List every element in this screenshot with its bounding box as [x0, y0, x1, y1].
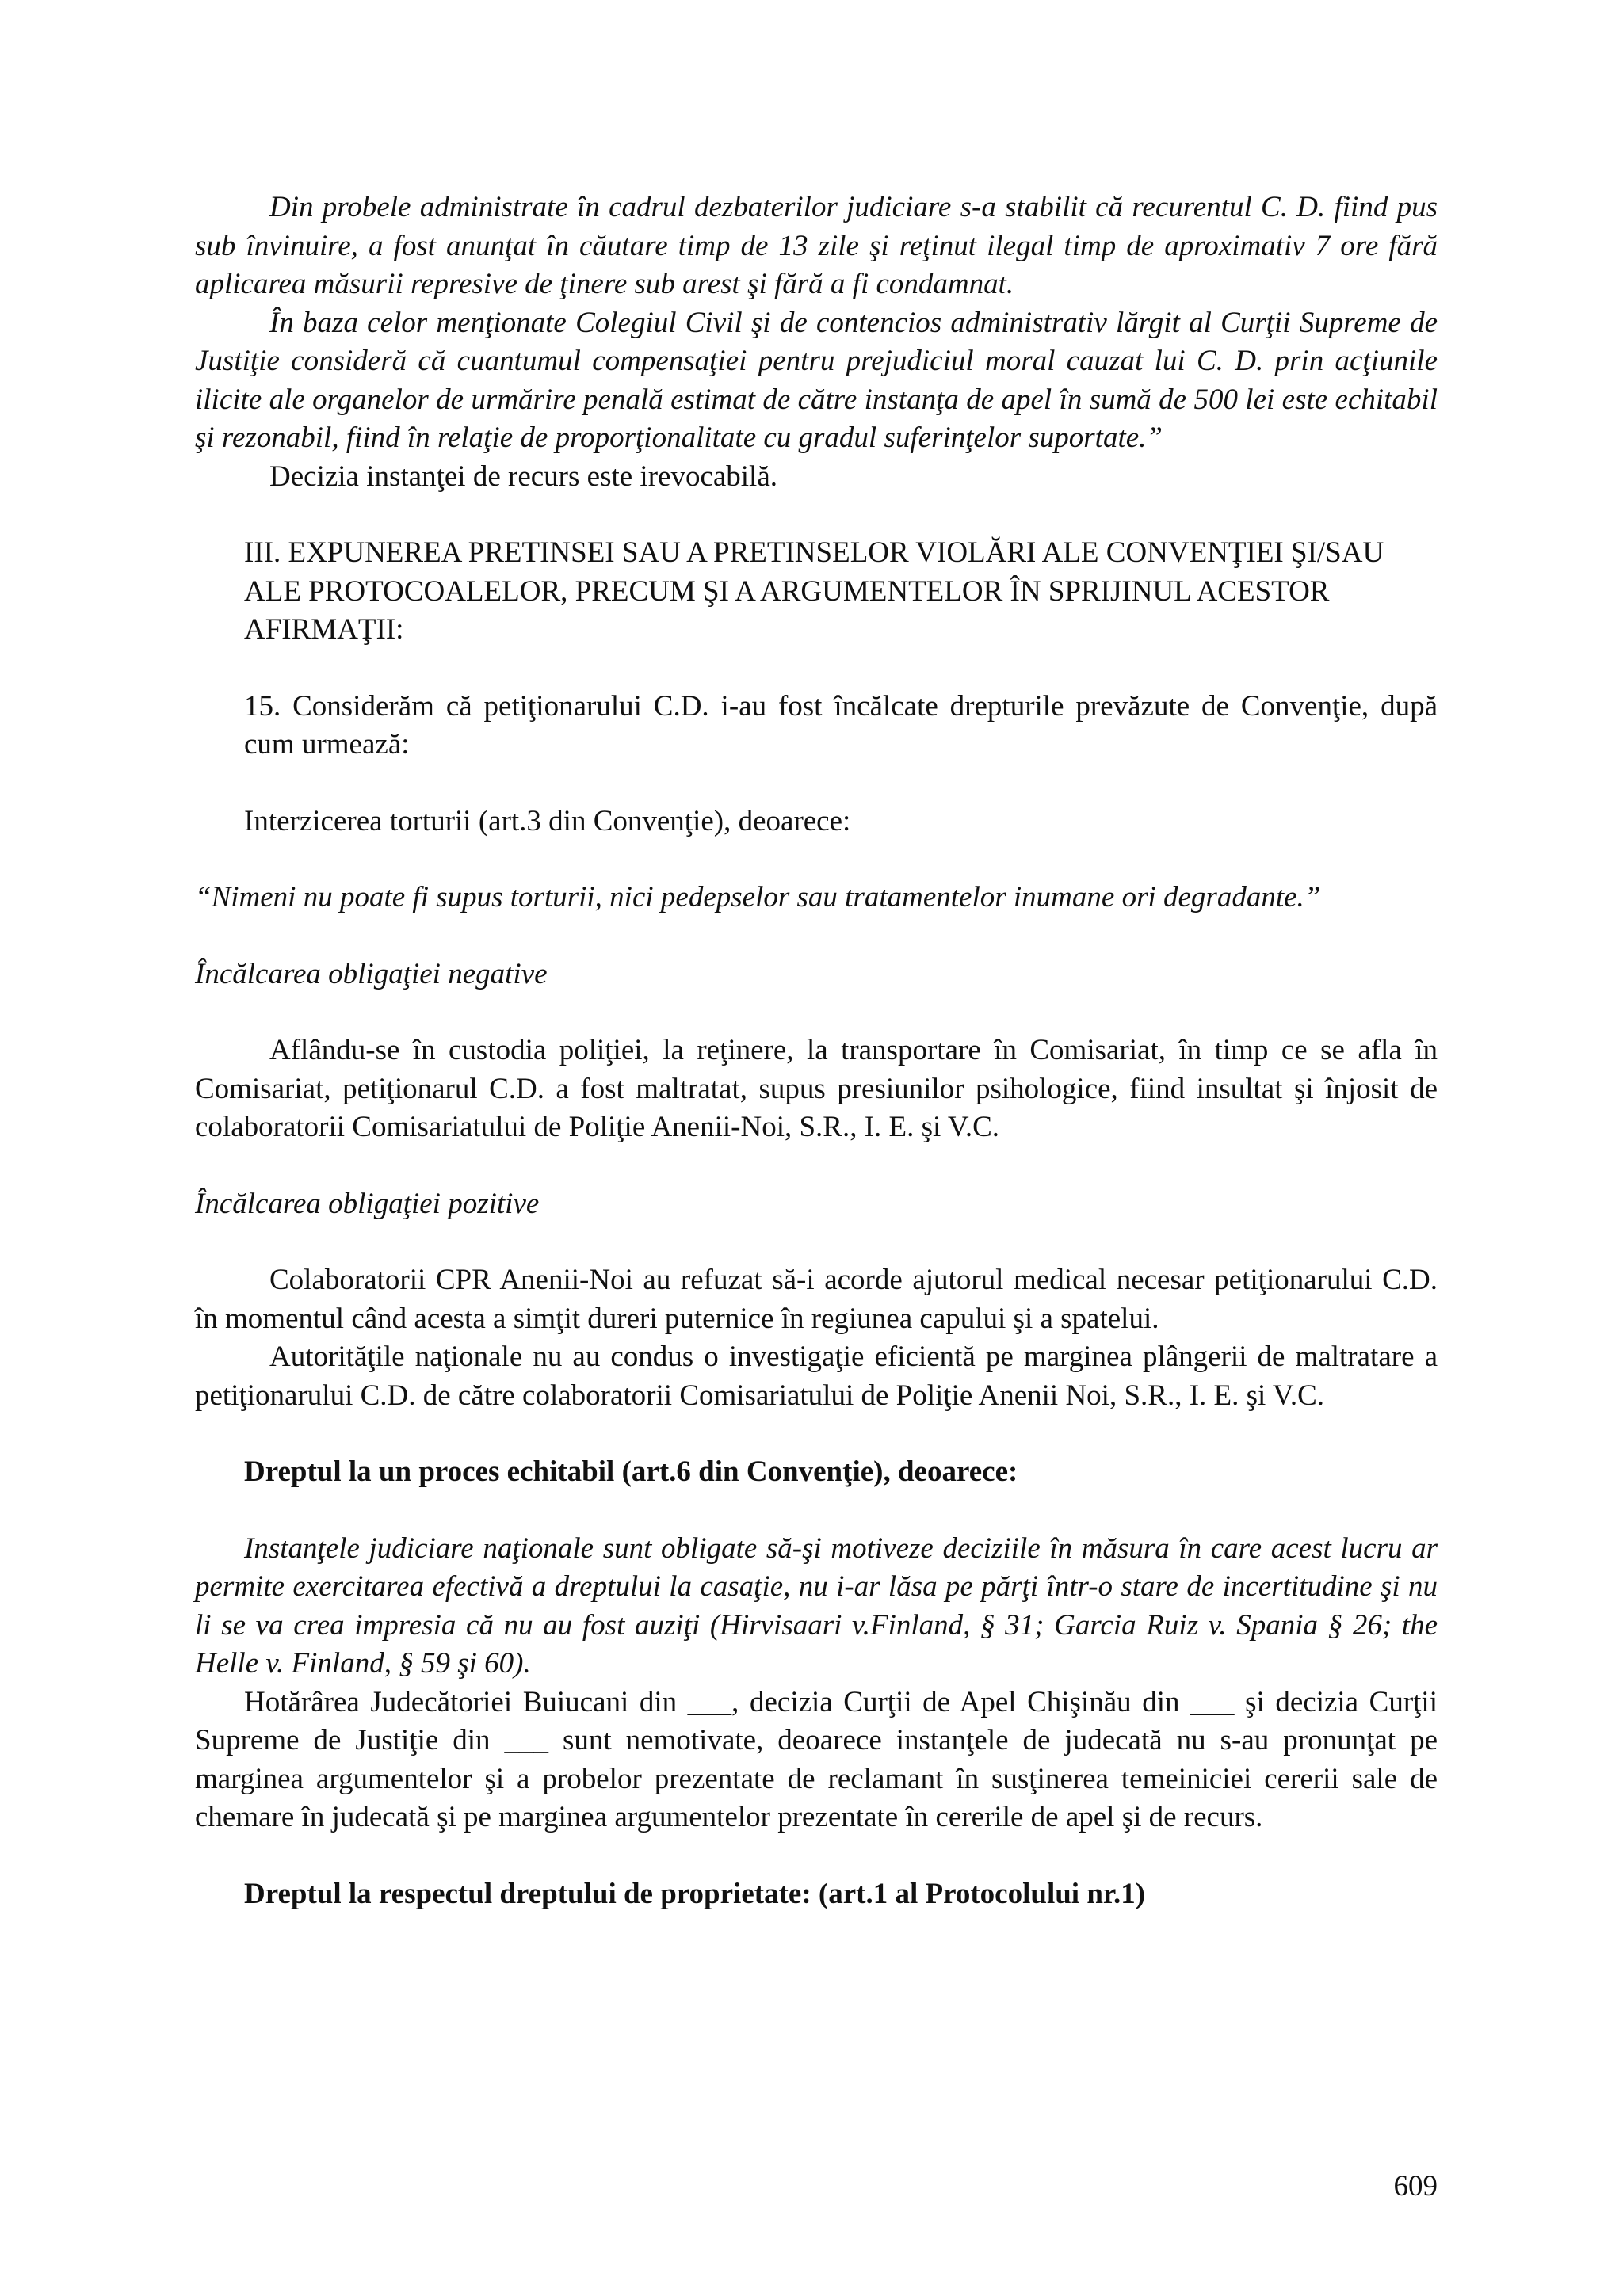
- page-body: [195, 189, 1438, 1913]
- property-heading: Dreptul la respectul dreptului de proprietate: (art.1 al Protocolului nr.1): [244, 1877, 1146, 1910]
- negative-obligation-heading: Încălcarea obligaţiei negative: [195, 957, 548, 990]
- convention-quote: “Nimeni nu poate fi supus torturii, nici pedepselor sau tratamentelor inumane ori degradante.”: [195, 881, 1321, 913]
- paragraph-evidence: Din probele administrate în cadrul dezbaterilor judiciare s-a stabilit că recurentul C. D. fiind pus sub învinuire, a fost anunţat în căutare timp de 13 zile şi reţinut ilegal timp de aproximativ 7 ore fără aplicarea măsurii represive de ţinere sub arest şi fără a fi condamnat.: [195, 191, 1438, 300]
- fair-trial-text-body: Hotărârea Judecătoriei Buiucani din ___, decizia Curţii de Apel Chişinău din ___ şi decizia Curţii Supreme de Justiţie din ___ sunt nemotivate, deoarece instanţele de judecată nu s-au pronunţat pe marginea argumentelor şi a probelor prezentate de reclamant în susţinerea temeiniciei cererii sale de chemare în judecată şi pe marginea argumentelor prezentate în cererile de apel şi de recurs.: [195, 1685, 1438, 1833]
- paragraph-court-consideration: [195, 304, 1438, 458]
- paragraph-court-consideration-text: În baza celor menţionate Colegiul Civil şi de contencios administrativ lărgit al Curţii Supreme de Justiţie consideră că cuantumul compensaţiei pentru prejudiciul moral cauzat lui C. D. prin acţiunile ilicite ale organelor de urmărire penală estimat de către instanţa de apel în sumă de 500 lei este echitabil şi rezonabil, fiind în relaţie de proporţionalitate cu gradul suferinţelor suportate.: [195, 306, 1438, 454]
- negative-obligation-text: Aflându-se în custodia poliţiei, la reţinere, la transportare în Comisariat, în timp ce se afla în Comisariat, petiţionarul C.D. a fost maltratat, supus presiunilor psihologice, fiind insultat şi înjosit de colaboratorii Comisariatului de Poliţie Anenii-Noi, S.R., I. E. şi V.C.: [195, 1034, 1438, 1143]
- positive-obligation-text-1: Colaboratorii CPR Anenii-Noi au refuzat să-i acorde ajutorul medical necesar petiţionarului C.D. în momentul când acesta a simţit dureri puternice în regiunea capului şi a spatelui.: [195, 1264, 1438, 1335]
- closing-quote: ”: [1146, 421, 1163, 454]
- positive-obligation-heading: Încălcarea obligaţiei pozitive: [195, 1187, 540, 1220]
- fair-trial-text: [195, 1684, 1438, 1837]
- paragraph-irrevocable: Decizia instanţei de recurs este irevocabilă.: [269, 460, 778, 493]
- torture-title: Interzicerea torturii (art.3 din Convenţie), deoarece:: [244, 804, 851, 837]
- fair-trial-italic-text: Instanţele judiciare naţionale sunt obligate să-şi motiveze deciziile în măsura în care acest lucru ar permite exercitarea efectivă a dreptului la casaţie, nu i-ar lăsa pe părţi într-o stare de incertitudine şi nu li se va crea impresia că nu au fost auziţi (Hirvisaari v.Finland, § 31; Garcia Ruiz v. Spania § 26; the Helle v. Finland, § 59 şi 60).: [195, 1531, 1438, 1680]
- fair-trial-heading: Dreptul la un proces echitabil (art.6 din Convenţie), deoarece:: [244, 1455, 1018, 1488]
- positive-obligation-text-2: Autorităţile naţionale nu au condus o investigaţie eficientă pe marginea plângerii de maltratare a petiţionarului C.D. de către colaboratorii Comisariatului de Poliţie Anenii Noi, S.R., I. E. şi V.C.: [195, 1341, 1438, 1412]
- paragraph-15: 15. Considerăm că petiţionarului C.D. i-au fost încălcate drepturile prevăzute de Convenţie, după cum urmează:: [244, 689, 1438, 761]
- page-number: 609: [1393, 2170, 1438, 2203]
- section-heading: III. EXPUNEREA PRETINSEI SAU A PRETINSELOR VIOLĂRI ALE CONVENŢIEI ŞI/SAU ALE PROTOCOALELOR, PRECUM ŞI A ARGUMENTELOR ÎN SPRIJINUL ACESTOR AFIRMAŢII:: [244, 536, 1384, 646]
- fair-trial-italic: [195, 1530, 1438, 1684]
